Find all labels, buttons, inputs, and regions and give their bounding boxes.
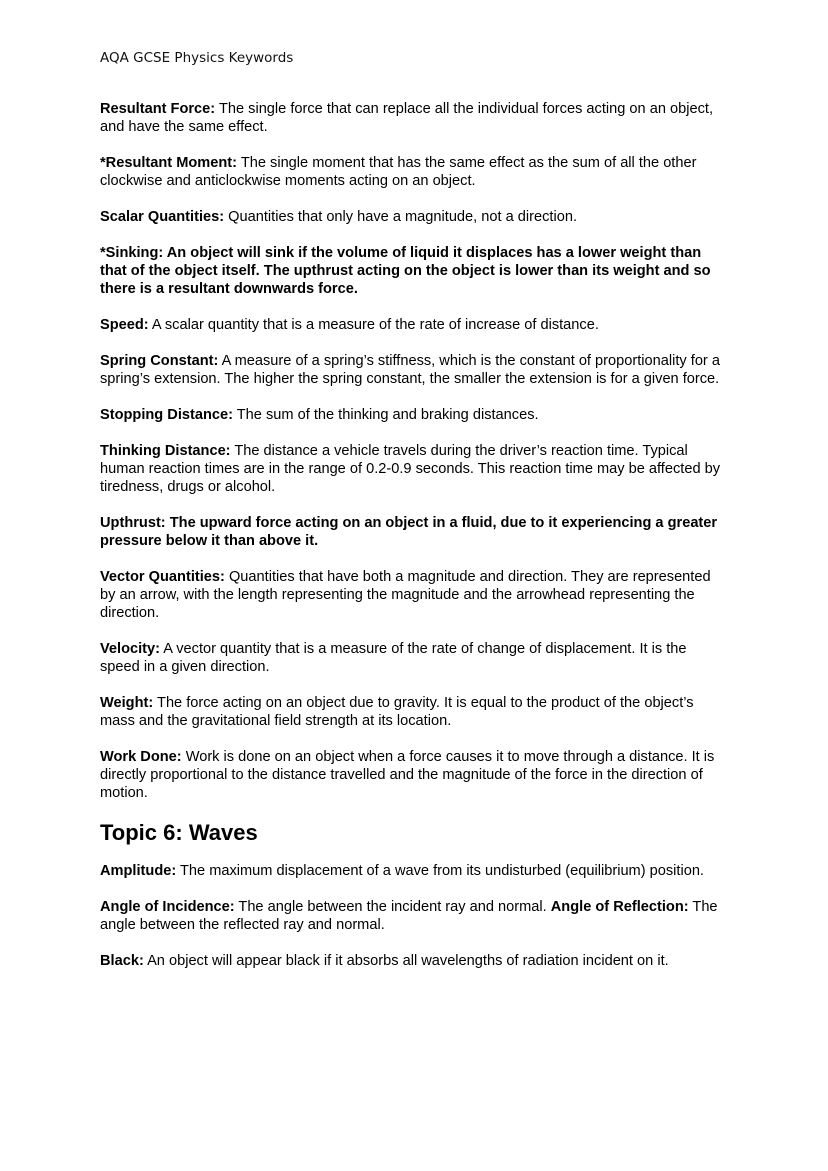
term: Stopping Distance: bbox=[100, 407, 233, 423]
entry-vector-quantities bbox=[100, 568, 730, 622]
definition: The distance a vehicle travels during the driver’s reaction time. Typical human reaction times are in the range of 0.2-0.9 seconds. This reaction time may be affected by tiredness, drugs or alcohol. bbox=[100, 443, 721, 495]
term: Resultant Force: bbox=[100, 101, 216, 117]
entry-resultant-moment bbox=[100, 154, 730, 190]
term: Velocity: bbox=[100, 641, 161, 657]
keyword-list bbox=[100, 100, 730, 988]
definition: An object will appear black if it absorbs all wavelengths of radiation incident on it. bbox=[147, 953, 669, 969]
entry-thinking-distance bbox=[100, 442, 730, 496]
term: Black: bbox=[100, 953, 144, 969]
term: Speed: bbox=[100, 317, 149, 333]
term: Vector Quantities: bbox=[100, 569, 225, 585]
term: Spring Constant: bbox=[100, 353, 219, 369]
term: Amplitude: bbox=[100, 863, 177, 879]
term: Angle of Reflection: bbox=[550, 899, 689, 915]
definition: Quantities that only have a magnitude, not a direction. bbox=[228, 209, 578, 225]
entry-upthrust bbox=[100, 514, 730, 550]
definition: The maximum displacement of a wave from its undisturbed (equilibrium) position. bbox=[180, 863, 704, 879]
definition: An object will sink if the volume of liquid it displaces has a lower weight than that of the object itself. The upthrust acting on the object is lower than its weight and so there is a resultant downwards force. bbox=[100, 245, 711, 297]
topic-heading: Topic 6: Waves bbox=[100, 820, 258, 845]
term: *Sinking: bbox=[100, 245, 164, 261]
term: Weight: bbox=[100, 695, 154, 711]
entry-sinking bbox=[100, 244, 730, 298]
entry-stopping-distance bbox=[100, 406, 730, 424]
page-header: AQA GCSE Physics Keywords bbox=[100, 50, 294, 66]
definition: The angle between the incident ray and normal. bbox=[238, 899, 547, 915]
entry-resultant-force bbox=[100, 100, 730, 136]
entry-work-done bbox=[100, 748, 730, 802]
definition: The force acting on an object due to gravity. It is equal to the product of the object’s mass and the gravitational field strength at its location. bbox=[100, 695, 694, 729]
definition: A scalar quantity that is a measure of the rate of increase of distance. bbox=[151, 317, 599, 333]
term: Upthrust: bbox=[100, 515, 166, 531]
entry-amplitude bbox=[100, 862, 730, 880]
definition: The single force that can replace all the individual forces acting on an object, and have the same effect. bbox=[100, 101, 714, 135]
definition: A vector quantity that is a measure of the rate of change of displacement. It is the speed in a given direction. bbox=[100, 641, 687, 675]
term: Work Done: bbox=[100, 749, 182, 765]
definition: The single moment that has the same effect as the sum of all the other clockwise and anticlockwise moments acting on an object. bbox=[100, 155, 697, 189]
entry-velocity bbox=[100, 640, 730, 676]
definition: The upward force acting on an object in a fluid, due to it experiencing a greater pressure below it than above it. bbox=[100, 515, 718, 549]
term: Thinking Distance: bbox=[100, 443, 231, 459]
definition: The angle between the reflected ray and normal. bbox=[100, 899, 718, 933]
definition: The sum of the thinking and braking distances. bbox=[236, 407, 539, 423]
entry-scalar-quantities bbox=[100, 208, 730, 226]
definition: Work is done on an object when a force causes it to move through a distance. It is directly proportional to the distance travelled and the magnitude of the force in the direction of motion. bbox=[100, 749, 715, 801]
entry-weight bbox=[100, 694, 730, 730]
entry-angle-of-incidence bbox=[100, 898, 730, 934]
definition: A measure of a spring’s stiffness, which is the constant of proportionality for a spring’s extension. The higher the spring constant, the smaller the extension is for a given force. bbox=[100, 353, 720, 387]
entry-spring-constant bbox=[100, 352, 730, 388]
entry-speed bbox=[100, 316, 730, 334]
term: *Resultant Moment: bbox=[100, 155, 238, 171]
term: Angle of Incidence: bbox=[100, 899, 235, 915]
entry-black bbox=[100, 952, 730, 970]
definition: Quantities that have both a magnitude and direction. They are represented by an arrow, with the length representing the magnitude and the arrowhead representing the direction. bbox=[100, 569, 711, 621]
term: Scalar Quantities: bbox=[100, 209, 225, 225]
